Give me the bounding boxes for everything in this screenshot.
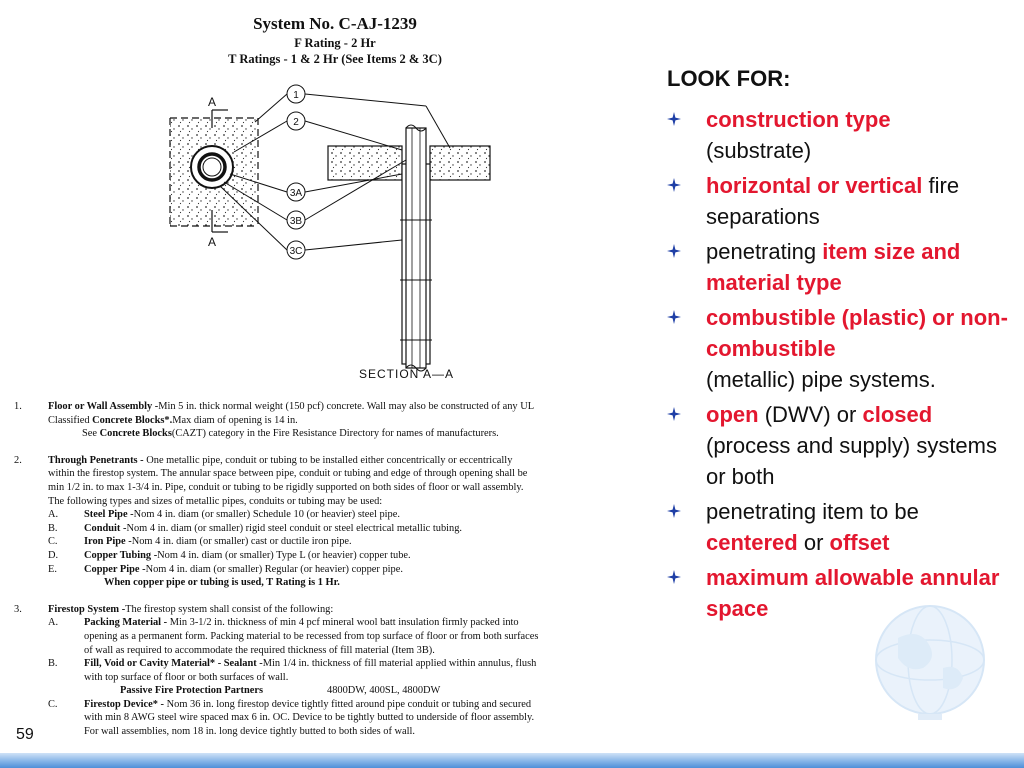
subitem — [14, 698, 654, 739]
item-number: 2. — [14, 454, 22, 466]
callout-2: 2 — [293, 117, 299, 128]
highlight: horizontal or vertical — [706, 173, 923, 198]
item-text: See — [82, 428, 98, 440]
subitem — [14, 508, 654, 522]
callout-3b: 3B — [289, 216, 303, 227]
subitem-text: Min 3-1/2 in. thickness of min 4 pcf mineral wool batt insulation firmly packed into — [169, 617, 519, 629]
section-view — [328, 125, 490, 381]
item-text: The following types and sizes of metallic pipes, conduits or tubing may be used: — [48, 495, 383, 507]
highlight: closed — [862, 402, 933, 427]
subitem-heading: Copper Tubing - — [84, 549, 158, 561]
subitem-heading: Fill, Void or Cavity Material* - Sealant - — [84, 658, 263, 670]
item-number: 1. — [14, 401, 22, 412]
subitem-text: Min 1/4 in. thickness of fill material applied within annulus, flush — [262, 658, 537, 670]
subitem-letter: C. — [48, 698, 58, 710]
subitem — [14, 535, 654, 549]
system-title: System No. C-AJ-1239 — [253, 14, 417, 33]
section-label: SECTION A—A — [359, 367, 455, 381]
item-text: One metallic pipe, conduit or tubing to be installed either concentrically or eccentrically — [146, 454, 513, 466]
highlight: maximum allowable annular space — [706, 565, 1000, 621]
list-item — [667, 170, 1017, 232]
four-point-star-icon — [667, 504, 681, 518]
list-item — [667, 236, 1017, 298]
subitem — [14, 549, 654, 563]
list-text: penetrating — [706, 239, 817, 264]
callout-3c: 3C — [289, 246, 303, 257]
subitem-text: opening as a permanent form. Packing material to be recessed from top surface of floor or from both surfaces — [84, 630, 539, 642]
item-text: Max diam of opening is 14 in. — [172, 414, 298, 426]
four-point-star-icon — [667, 407, 681, 421]
four-point-star-icon — [667, 112, 681, 126]
section-marker-top: A — [208, 95, 217, 109]
subitem-letter: A. — [48, 509, 59, 521]
subitem-text: Nom 4 in. diam (or smaller) Schedule 10 (or heavier) steel pipe. — [133, 509, 400, 521]
section-marker-bottom: A — [208, 235, 217, 249]
item-text: Classified — [48, 414, 90, 426]
item-text: within the firestop system. The annular space between pipe, conduit or tubing and edge of through opening shall be — [48, 468, 528, 480]
highlight: open — [706, 402, 759, 427]
highlight: item size and material type — [706, 239, 961, 295]
subitem-letter: B. — [48, 658, 58, 670]
manufacturer-name: Passive Fire Protection Partners — [120, 685, 264, 697]
subitem-heading: Packing Material - — [84, 617, 168, 629]
highlight: combustible (plastic) or non-combustible — [706, 305, 1008, 361]
highlight: construction type — [706, 107, 891, 132]
highlight: offset — [829, 530, 890, 555]
subitem-letter: A. — [48, 617, 59, 629]
subitem-text: Nom 4 in. diam (or smaller) rigid steel conduit or steel electrical metallic tubing. — [126, 522, 463, 534]
item-heading: Concrete Blocks*. — [92, 414, 173, 426]
four-point-star-icon — [667, 178, 681, 192]
four-point-star-icon — [667, 570, 681, 584]
list-item — [667, 399, 1017, 492]
subitem-text: For wall assemblies, nom 18 in. long device tightly butted to both sides of wall. — [84, 726, 416, 738]
subitem-text: Nom 36 in. long firestop device tightly fitted around pipe conduit or tubing and secured — [166, 698, 532, 710]
globe-icon — [858, 598, 998, 728]
subitem-text: of wall as required to accommodate the required thickness of fill material (Item 3B). — [84, 644, 435, 656]
list-item — [667, 302, 1017, 395]
item-heading: Concrete Blocks — [99, 428, 172, 440]
subitem-text: Nom 4 in. diam (or smaller) Regular (or heavier) copper pipe. — [145, 563, 403, 575]
item-heading: Through Penetrants - — [48, 454, 144, 466]
list-text: or — [803, 530, 824, 555]
list-text: penetrating item to be — [706, 499, 919, 524]
item-number: 3. — [14, 603, 22, 615]
list-text: fire separations — [706, 173, 960, 229]
item-text: min 1/2 in. to max 1-3/4 in. Pipe, conduit or tubing to be rigidly supported on both sides of floor or wall assembly. — [48, 481, 524, 493]
list-item — [667, 104, 1017, 166]
list-text: (process and supply) systems or both — [706, 433, 997, 489]
item-1 — [14, 400, 654, 441]
list-text: (DWV) or — [764, 402, 857, 427]
subitem-letter: C. — [48, 536, 58, 548]
subitem-letter: B. — [48, 522, 58, 534]
item-text: The firestop system shall consist of the following: — [125, 603, 334, 615]
system-description — [14, 400, 654, 739]
callout-1: 1 — [293, 90, 299, 101]
product-list: 4800DW, 400SL, 4800DW — [327, 685, 441, 697]
subitem — [14, 616, 654, 657]
subitem-heading: Steel Pipe - — [84, 509, 134, 521]
subitem-text: Nom 4 in. diam (or smaller) cast or ductile iron pipe. — [131, 536, 352, 548]
callout-3a: 3A — [289, 188, 303, 199]
firestop-detail-drawing — [150, 70, 500, 390]
item-2 — [14, 454, 654, 508]
item-text: Min 5 in. thick normal weight (150 pcf) concrete. Wall may also be constructed of any UL — [158, 401, 535, 412]
page-number: 59 — [16, 726, 34, 743]
list-text: (metallic) pipe systems. — [706, 367, 936, 392]
subitem-heading: Conduit - — [84, 522, 127, 534]
f-rating: F Rating - 2 Hr — [294, 36, 376, 50]
plan-view — [170, 95, 258, 249]
subitem — [14, 522, 654, 536]
subitem-text: Nom 4 in. diam (or smaller) Type L (or heavier) copper tube. — [157, 549, 411, 561]
look-for-list — [667, 104, 1017, 628]
highlight: centered — [706, 530, 798, 555]
item-3 — [14, 603, 654, 617]
t-ratings: T Ratings - 1 & 2 Hr (See Items 2 & 3C) — [228, 52, 442, 66]
look-for-heading: LOOK FOR: — [667, 66, 791, 91]
subitem — [14, 563, 654, 577]
subitem-heading: Copper Pipe - — [84, 563, 146, 575]
four-point-star-icon — [667, 310, 681, 324]
copper-note: When copper pipe or tubing is used, T Rating is 1 Hr. — [104, 577, 340, 589]
subitem-letter: D. — [48, 549, 59, 561]
bottom-bar — [0, 753, 1024, 768]
subitem-text: with min 8 AWG steel wire spaced max 6 in. OC. Device to be tightly butted to underside of floor assembly. — [84, 712, 535, 724]
four-point-star-icon — [667, 244, 681, 258]
item-heading: Firestop System - — [48, 603, 126, 615]
list-item — [667, 496, 1017, 558]
item-heading: Floor or Wall Assembly - — [48, 401, 159, 412]
subitem-text: with top surface of floor or both surfaces of wall. — [84, 671, 289, 683]
subitem — [14, 657, 654, 698]
subitem-letter: E. — [48, 563, 57, 575]
item-text: (CAZT) category in the Fire Resistance Directory for names of manufacturers. — [171, 428, 499, 440]
list-text: (substrate) — [706, 138, 812, 163]
subitem-heading: Firestop Device* - — [84, 698, 165, 710]
subitem-heading: Iron Pipe - — [84, 536, 132, 548]
